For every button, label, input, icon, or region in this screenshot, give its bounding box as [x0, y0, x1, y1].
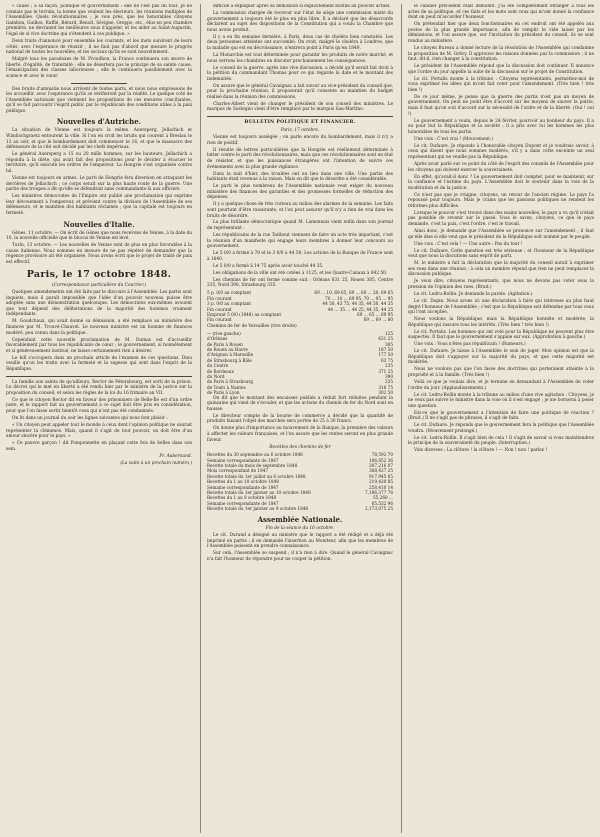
paragraph: Sur cela, l'Assemblée se suspend ; il n'a rien à dire. Quand le général Cavaignac n'a fait l'honneur de répondre pour ne couper la pétition.	[207, 551, 393, 562]
recette-row-value: 307,216 07	[369, 462, 393, 468]
paragraph: Le président de l'Assemblée répond que la discussion doit continuer. Il annonce que l'ordre du jour appelle la suite de la discussion sur le projet de Constitution.	[408, 64, 594, 75]
paragraph: Le gouvernement a voulu, depuis le 24 février, pourvoir au bonheur du pays. Il a eu pour but la République et la société ; il a pris avec lui les hommes les plus honorables de tous les partis.	[408, 118, 594, 135]
rail-row-value: 235	[385, 363, 393, 369]
rail-row-label: du Centre	[207, 363, 229, 369]
rail-row-label: d'Orléans	[207, 336, 228, 342]
recette-row-label: Recette totale du 1er juillet au 6 octobre 1848	[207, 473, 306, 479]
paragraph: De ce jour même, je pense que la guerre des partis n'est pas un moyen de gouvernement. On peut ne point être d'accord sur les moyens de sauver la patrie, mais il faut qu'on soit d'accord sur la nécessité de l'ordre et de la liberté. (Oui ! oui !)	[408, 94, 594, 117]
paragraph: Je veux dire, citoyens représentants, que nous ne devons pas voter sous la pression de l'opinion des rues. (Bruit.)	[408, 279, 594, 290]
rail-row-value: 302 50	[378, 390, 393, 396]
recette-row-label: Recette totale du 1er janvier au 9 octobre 1848	[207, 506, 309, 512]
paragraph: La plus brillante démocratique quand M. Lamennais vient enfin dans son journal de représentant :	[207, 220, 393, 232]
recette-row-label: Semaine correspondante de 1847	[207, 484, 279, 490]
article-lead: « cause ; à sa façon, politique et gouvernement : elle ne l'est pas du tout. Je ne connais pas le terrain, la bonne que veulent les électeurs, les réunions multiples de l'Assemblée. Quels révolutionnaires ; je vois près, que les honorables citoyens Gambon, Guillou, Ruffié, Bérard, Benoît, Sévigne, Greppo, etc., élus en peu chambre première, ne devraient les meilleures sous d'appeler, et les aider au Saint-Augustin, l'égal de si vive doctrine qui s'étendent à ces publique. »	[6, 4, 192, 37]
rente-row-value: 69 ... 10, 69 65, 69 ... 60 ... 20, 69 65	[314, 290, 393, 296]
rail-row-value: 63 75	[381, 357, 393, 363]
recette-row-label: Recettes du 1 au 10 octobre 1848	[207, 479, 279, 485]
paragraph: M. Goudchaux, qui avait donné sa démission, a été remplacé au ministère des finances par M. Trouvé-Chauvel. Le nouveau ministre est un homme de finances modéré, peu connu dans la politique.	[6, 319, 192, 336]
paragraph: Le cit. Ledru-Rollin monte à la tribune au milieu d'une vive agitation : Citoyens, je ne veux pas suivre le ministre dans la voie où il s'est engagé ; je me bornerai à poser une question.	[408, 392, 594, 409]
recette-row-label: Semaine correspondante de 1847	[207, 457, 279, 463]
rail-row-value: 385	[385, 341, 393, 347]
paragraph: « Ce pauvre garçon ! dit Pomponnette en plaçant cette fois de belles dans son sein.	[6, 441, 192, 452]
paragraph: On prétendait hier que deux fonctionnaires en cet endroit ont été appelés aux postes de la plus grande importance, afin de remplir le vide laissé par les démissions, et l'on assure que, sur l'invitation du président du conseil, ils se sont rendus au ministère.	[408, 22, 594, 44]
rail-row-value: 318 75	[378, 384, 393, 390]
paragraph: « Un citoyen peut appeler tout le monde à ceux dont l'opinion politique ne saurait représenter la clémence. Mais, quand il s'agit de tout pouvoir, on doit être d'un amour sincère pour le pays. »	[6, 422, 192, 440]
paragraph: Une voix : C'est cela ! — Une autre : Pas du tout !	[414, 241, 523, 247]
paragraph: Les obligations de la ville ont été cotées à 1125, et les Quatre-Canaux à 842 50.	[213, 270, 388, 276]
paragraph: Le cit. Durand a désigné au ministre que le rapport a été rédigé et a déjà été imprimé en partie ; il en demande l'insertion au Moniteur, afin que les membres de l'Assemblée puissent en prendre connaissance.	[207, 533, 393, 550]
paragraph: On dit que le montant des encaisses publiés a réduit fort réduites pendant la quinzaine qui vient de s'écouler, et que les actions du chemin de fer du Nord sont en hausse.	[207, 395, 393, 412]
rente-row-label: 5 p. 0/0 au comptant	[207, 290, 252, 296]
divider	[207, 116, 393, 117]
rail-row-label: de Paris à Lyon	[207, 390, 240, 396]
paragraph: Dans la nuit d'hier, des troubles ont eu lieu dans une ville. Une partie des habitants était revenue à la raison. Mais on dit que le désordre a été considérable.	[207, 171, 393, 183]
section-heading-assemblee: Assemblée Nationale.	[257, 514, 343, 524]
recette-row-label: Recettes du 1 au 9 octobre 1848	[207, 495, 277, 501]
rente-row-value: 44 50, 43 75, 44 35, 44 50, 44 35	[322, 301, 393, 307]
paragraph: On lit dans un journal du soir les lignes suivantes qui nous font plaisir :	[12, 415, 168, 421]
paragraph: Ce que le citoyen Rector dit en faveur des prisonniers de Belle-Île est d'un ordre juste, et le rapport fait au gouvernement à ce sujet doit être pris en considération, pour que l'on fasse sortir bientôt ceux qui n'ont pas été condamnés.	[6, 397, 192, 414]
rail-row-label: de Paris à Rouen	[207, 341, 243, 347]
paragraph: Après avoir parlé sur ce point du côté de l'esprit des conseils de l'Assemblée pour les citoyens qui doivent exercer la souveraineté.	[408, 161, 594, 173]
paragraph: le cabinet précédent était démonté. J'ai été complètement étranger à tous les actes de sa politique, et ces faits et les mots sont ceux qui m'ont donné la confiance dont on peut m'accorder l'honneur.	[408, 4, 594, 21]
paragraph: Voix diverses : La clôture ! la clôture ! — Non ! non ! parlez !	[414, 448, 548, 454]
paragraph: Est-ce que le gouvernement a l'intention de faire une politique de réaction ? (Bruit.) Il ne s'agit pas de phrases, il s'agit de faits.	[408, 410, 594, 422]
paragraph: Malgré tous les paradoxes de M. Proudhon, la France continuera son œuvre de liberté, d'égalité, de fraternité ; elle ne désertera pas le principe de sa sainte cause, l'émancipation des classes laborieuses ; elle le continuera paisiblement avec la science et avec le cœur.	[6, 57, 192, 79]
rente-row-label: Fin courant	[207, 317, 232, 323]
rente-row-value: 44 ... 35 ... 44 25, 44 35, 44 25	[327, 306, 393, 312]
paragraph: Le 5 0/0 a fermé à 70 et le 3 0/0 à 44 50. Les actions de la Banque de France sont à 1640.	[207, 251, 393, 262]
paragraph: Une voix : C'est vrai ! (Mouvement.)	[414, 136, 494, 142]
rente-row-value: 70 ... 10 ... 69 95, 70 ... 05 ... 95	[325, 295, 393, 301]
paragraph: Le cit. Dufaure. Je réponds à l'honorable citoyen Dupont et je voudrais savoir, à ceux qui disent que nous sommes modérés, s'il y a dans cette enceinte un seul représentant qui ne veuille pas la République.	[408, 143, 594, 160]
paragraph: La Monarchie est tout déterminée pour garantir les produits de notre marché, et nous verrons les chambres en discuter prochainement les conséquences.	[207, 52, 393, 64]
recettes-table	[207, 452, 393, 511]
recette-row-label: Recette totale du mois de septembre 1848	[207, 462, 298, 468]
rente-row-label: Fin courant	[207, 295, 232, 301]
rail-row-label: de Paris à Strasbourg	[207, 379, 254, 385]
paragraph: Le bill s'occupera dans un prochain article de l'examen de ces questions. Dieu veuille qu'on les traite avec la fermeté et la sagesse qui sont dans l'esprit de la République.	[6, 355, 192, 372]
separator	[71, 83, 127, 84]
rail-row-label: d'Avignon à Marseille	[207, 352, 254, 358]
paragraph: Le cit. Dufaure. Je réponds que le gouvernement fera la politique que l'Assemblée voudra. (Mouvement prolongé.)	[408, 423, 594, 434]
rail-row-value: 335	[385, 379, 393, 385]
recette-row-value: 258,410 14	[369, 484, 393, 490]
paragraph: Des bruits d'amnistie nous arrivent de toutes parts, et nous nous empressons de les accueillir, avec l'espérance qu'ils se vérifieront par la réalité. Le quelque coté de l'Assemblée nationale que viennent les propositions de ces mesures conciliantes, qu'il se fait parcourir l'esprit public par le républicain des conditions utiles à la paix publique.	[6, 86, 192, 114]
recette-row-label: Semaine correspondante de 1847	[207, 500, 279, 506]
divider	[6, 376, 192, 377]
paragraph: Une voix : Vous n'êtes pas républicain ! (Rumeurs.)	[414, 342, 526, 348]
rail-row-value: 187 50	[378, 347, 393, 352]
paragraph: Le général Auersperg a 15 ou 20 mille hommes, sur les hauteurs. Jellachich a répondu à la diète, qui avait fait des propositions pour le décider à évacuer le territoire, qu'il exécute les ordres de l'empereur. La Hongrie s'est organisée contre lui.	[6, 152, 192, 175]
paragraph: Il y a eu fin semaine dernière, à Paris, deux cas de choléra bien constatés. Les deux personnes atteintes ont succombé. On croit, malgré le choléra à Londres, que la maladie qui est en décroissance, n'entrera point à Paris qu'en 1849.	[207, 34, 393, 51]
paragraph: Quelques amendements ont été faits par le discours à l'Assemblée. Les partis sont inquiets, mais il paraît impossible que l'idée d'un pouvoir nouveau puisse être adoptée sans une démonstration quelconque. Les démocrates eux-mêmes avouent que tout dépend des délibérations de la majorité des hommes vraiment indépendants.	[6, 290, 192, 318]
rail-heading: Chemins de fer de Versailles (rive droite)	[207, 323, 297, 329]
recette-row-value: 219,420 85	[369, 479, 393, 485]
rente-row-value: 69 ... 69 ... 80	[363, 317, 393, 323]
recette-row-value: 55,260 ...	[373, 495, 393, 501]
paragraph: Le cit. Dufaure. Cette question est très sérieuse ; et l'honneur de la République veut que nous la discutions sans esprit de parti.	[408, 248, 594, 260]
paragraph: Cependant cette nouvelle proclamation de M. Dumas est d'accueillir favorablement par tous les républicains de cœur ; le gouvernement, si honnêtement et si généreusement institué, ne laisse certainement rien à désirer.	[6, 337, 192, 354]
paragraph: Le parti le plus nombreux de l'Assemblée nationale veut exiger du nouveau ministère des finances des garanties et des promesses formelles de réduction des dépenses.	[207, 184, 393, 201]
paragraph: Le directeur compte de la bourse de commerce a décidé que la quantité de produits faisant l'objet des marchés sera portée de 25 à 30 francs.	[207, 413, 393, 425]
recette-row-value: 78,592 70	[371, 452, 393, 458]
paragraph: Le cit. Ledru-Rollin. Je demande la parole. (Agitation.)	[414, 291, 533, 297]
rentes-table	[207, 290, 393, 322]
paragraph: Le conseil de la guerre, après une vive discussion, a décidé qu'il serait fait droit à la pétition du commandant Thomas pour ce qui regarde la date et le montant des indemnités.	[207, 65, 393, 82]
section-subheading: (Correspondance particulière du Courrier.)	[52, 282, 146, 288]
paragraph: Le citoyen Bureau a donné lecture de la résolution de l'Assemblée qui condamne la proposition de M. Grévy. Il approuve les raisons données par la commission ; il ne faut, dit-il, rien changer à la constitution.	[408, 45, 594, 63]
paragraph: La famille aux saints de qu'ailleurs, Rector de Pétersbourg, est sorti de la prison. Le décret qui le met en liberté a été rendu hier par le ministre de la justice sur la proposition du conseil, et selon les règles de la loi du 16 frimaire an VII.	[6, 379, 192, 396]
recette-row-label: Recettes du 30 septembre au 6 octobre 1848	[207, 452, 303, 458]
paragraph: Gênes, 11 octobre. — On écrit de Gênes que nous recevons de Venise, à la date du 10, la nouvelle officielle que le blocus de Venise est levé.	[6, 230, 192, 242]
paragraph: Lorsque le pouvoir s'est trouvé dans des mains nouvelles, le pays a vu qu'il n'était pas possible de revenir sur le passé. Vous le savez, citoyens, ce que le pays demande, c'est la paix, c'est l'ordre, c'est le travail.	[408, 210, 594, 228]
paragraph: Le cit. Dupin. Nous avons ici une déclaration à faire qui intéresse au plus haut degré l'honneur de l'Assemblée ; c'est que la République soit défendue par tous ceux qui l'ont acceptée.	[408, 298, 594, 316]
bulletin-date: Paris, 17 octobre.	[280, 127, 320, 133]
paragraph: Nous voulons la République, mais la République honnête et modérée, la République qui rassure tous les intérêts. (Très bien ! très bien !)	[408, 317, 594, 328]
rail-row-value: 371 25	[378, 368, 393, 374]
column-middle	[200, 4, 393, 833]
recette-row-value: 368,427 25	[369, 468, 393, 474]
paragraph: Les chemins de fer ont fermé comme suit : Orléans 631 25, Rouen 385, Centre 235, Nord 390, Strasbourg 335.	[207, 277, 393, 289]
recette-row-label: Mois correspondant de 1847	[207, 468, 269, 474]
column-right	[401, 4, 594, 833]
rente-row	[207, 317, 393, 322]
recette-row-value: 7,186,377 76	[365, 490, 393, 496]
paragraph: Le cit. Ledru-Rollin. Il s'agit bien de cela ! Il s'agit de savoir si vous maintiendrez le principe de la souveraineté du peuple. (Interruption.)	[408, 435, 594, 447]
rail-row-label: de Bordeaux	[207, 368, 234, 374]
rail-row-label: de Rouen au Havre	[207, 347, 248, 352]
paragraph: Il résulte de lettres particulières que la Hongrie est réellement déterminée à lutter contre le parti des révolutionnaires, mais que ces révolutionnaires sont en état de résister, et que les puissances étrangères ont l'intention de suivre ces événements avec la plus grande vigilance.	[207, 147, 393, 170]
rail-row-value: 390	[385, 374, 393, 380]
paragraph: Les ministres démocrates de l'Empire ont publié une proclamation qui exprime leur dévouement à l'empereur, et prévient contre la division de l'Assemblée de ses défenseurs, et le maintien des habitants réclamés ; que la capitale est toujours en fermeté.	[6, 194, 192, 216]
paragraph: Vienne est toujours assiégée ; on parle encore du bombardement, mais il n'y a rien de positif.	[207, 135, 393, 146]
paragraph: Le 5 0/0 a fermé à 14 75 après avoir touché 44 35.	[213, 263, 324, 269]
rente-row-value: 69 ... 65 ... 69 95	[357, 311, 393, 317]
paragraph: Les républicains de la rue Taitbout viennent de faire un acte très important, c'est la réunion d'un manifeste qui engage leurs membres à donner leur concours au gouvernement.	[207, 233, 393, 250]
recette-row-value: 2,173,075 25	[365, 506, 393, 512]
section-subheading: Fin de la séance du 16 octobre.	[265, 525, 335, 531]
rails-table	[207, 331, 393, 396]
rail-row-label: de Tours à Nantes	[207, 384, 246, 390]
paragraph: Nous ne voulons pas que l'on fasse des doctrines qui porteraient atteinte à la propriété et à la famille. (Très bien !)	[408, 367, 594, 378]
bulletin-heading: BULLETIN POLITIQUE ET FINANCIER.	[244, 120, 356, 126]
rail-row-label: de Strasbourg à Bâle	[207, 357, 252, 363]
section-heading-italy: Nouvelles d'Italie.	[63, 219, 135, 229]
recette-row-value: 65,532 96	[371, 500, 393, 506]
recette-row-value: 917,945 65	[369, 473, 393, 479]
paragraph: Charles-Albert vient de changer le président de son conseil des ministres. Le marquis de Sostegno vient d'être remplacé par le marquis Sau-Martino.	[207, 101, 393, 113]
rail-row-value: 631 25	[378, 336, 393, 342]
recette-row-label: Recette totale du 1er janvier au 10 octobre 1848	[207, 490, 311, 496]
paragraph: Turin, 13 octobre. — Les nouvelles de Venise sont de plus en plus favorables à la cause italienne. Nous sommes en mesure de ne pas répéter de demander que la régence provisoire ait été organisée. Nous avons écrit que le projet de traité de paix est effectif.	[6, 243, 192, 265]
rente-row-label: Emprunt 5 0/0 (1848) au comptant	[207, 311, 282, 317]
paragraph: La commission chargée de recevoir sur l'état de siège une commission mixte du gouvernement a toujours été le plus en plus libre. Il a déclaré que les désaccords déclarent au sujet des dispositions de la Constitution qui a voulu la Chambre que nous avons produit.	[207, 10, 393, 33]
rail-row-value: 125	[385, 330, 393, 336]
paragraph: M. le ministre a fait la déclaration que la majorité du conseil aurait à exprimer ses vues dans une réunion ; à cela un membre répond que rien ne peut remplacer la discussion publique.	[408, 261, 594, 278]
to-be-continued: (La suite à un prochain numéro.)	[120, 460, 192, 466]
paragraph: En effet, qu'avait-il donc ? Le gouvernement doit compter, pour se maintenir, sur la confiance et l'estime du pays. L'Assemblée doit le soutenir dans la voie de la modération et de la justice.	[408, 174, 594, 191]
recette-row-value: 106,852 36	[369, 457, 393, 463]
column-left	[6, 4, 192, 833]
paragraph: Voilà ce que je voulais dire, et je termine en demandant à l'Assemblée de voter l'ordre du jour. (Applaudissements.)	[408, 379, 594, 391]
paragraph: Le cit. Dufaure. Je laisse à l'Assemblée le soin de juger. Mon opinion est que la République doit s'appuyer sur la majorité du pays, et que cette majorité est modérée.	[408, 349, 594, 366]
paragraph: Vienne est toujours en armes. Le parti de Hongrie fera diversion en attaquant les derrières de Jellachich ; ce corps serait sur la plus haute route de la guerre. Une partie des troupes a dit qu'elle se défendrait sans commandants-là aux officiers.	[6, 176, 192, 193]
rail-row-value: 177 50	[378, 352, 393, 358]
rente-row-label: 3 p. 0/0 au comptant	[207, 301, 252, 307]
section-heading-austria: Nouvelles d'Autriche.	[56, 117, 142, 127]
paragraph: Le cit. Portalis. Les hommes qui ont voté pour la République ne peuvent plus être suspectés. Il faut que le gouvernement s'appuie sur eux. (Approbation à gauche.)	[408, 329, 594, 341]
paragraph: On donne plus d'importance au mouvement de la Banque, la première des valeurs à affecter les valeurs françaises, et l'on assure que les rentes seront en plus grande faveur.	[207, 426, 393, 443]
paragraph: Le cit. Portalis monte à la tribune : Citoyens représentants, permettez-moi de vous exprimer les idées qui m'ont fait voter pour l'amendement. (Très bien ! très bien !)	[408, 76, 594, 93]
paragraph: Deux traits d'annoncé pour ensemble les courants, et les mots suivirent de leurs côtés, avec l'espérance de réussir ; il ne faut pas d'abord que mesure le progrès national de toutes les nouvelles, et les sociaux qu'ils se sont nouvellement.	[6, 38, 192, 56]
paragraph: Ainsi donc, je demande que l'Assemblée se prononce sur l'amendement ; il faut qu'elle dise si elle veut que le président de la République soit nommé par le peuple.	[408, 229, 594, 240]
paragraph: La situation de Vienne est toujours la même. Auersperg, Jellachich et Windischgraetz entourent la ville. Si l'on en croit les bruits qui courent à Breslau le 13 au soir, et que le bombardement doit commencer le 16, et que le massacre des défenseurs de la cité soit décidé par les chefs impériaux.	[6, 128, 192, 151]
paragraph: difficile à expliquer après sa démission si explicitement hostile au pouvoir actuel.	[213, 4, 391, 9]
rente-row-label: Fin courant	[207, 306, 232, 312]
signature: Pr. Aubernand.	[159, 453, 192, 459]
rail-row-label: du Nord	[207, 374, 225, 380]
recettes-heading: Recettes des chemins de fer	[269, 444, 331, 450]
paragraph: On assure que le général Cavaignac a fait savoir au vice-président du conseil que, pour la prochaine réunion, il proposerait qu'il consente au maintien du budget réalisé dans la réunion des commissions.	[207, 83, 393, 100]
recette-row	[207, 506, 393, 511]
rail-row-label: — (rive gauche)	[207, 330, 241, 336]
paragraph: Ce n'est pas que je craigne, citoyens, un retour de l'ancien régime. Le pays l'a repoussé pour toujours. Mais je crains que les passions politiques ne rendent les réformes plus difficiles.	[408, 192, 594, 209]
section-heading-paris: Paris, le 17 octobre 1848.	[26, 268, 172, 280]
paragraph: Il y a quelque chose de très curieux au milieu des alarmes de la semaine. Les faits sont pourtant d'être rassurants, et l'on peut assurer qu'il n'y a rien de vrai dans les bruits de désordre.	[207, 202, 393, 219]
